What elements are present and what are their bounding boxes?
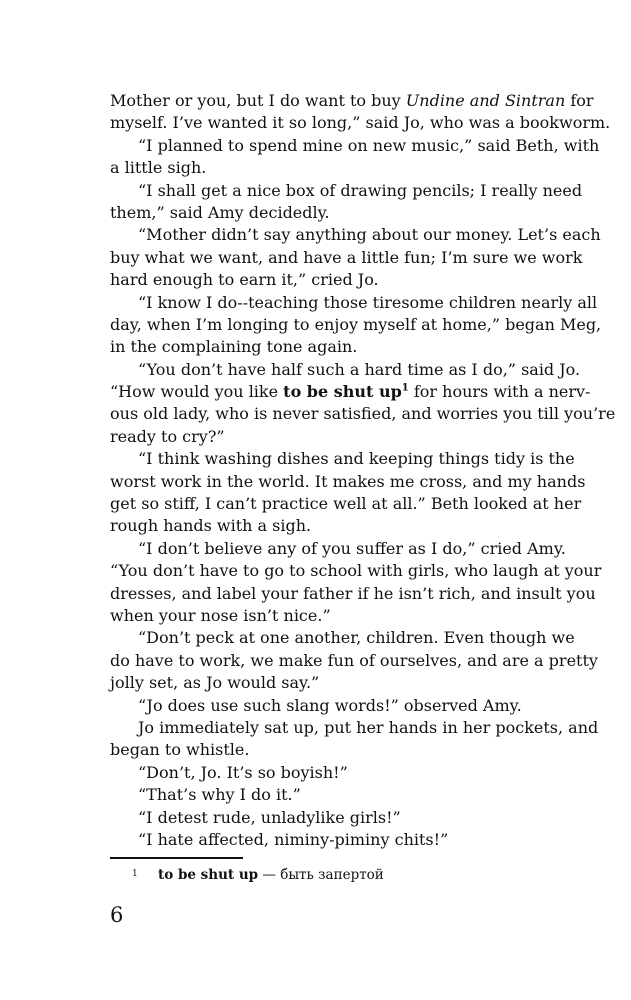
text-line <box>110 627 575 649</box>
text-run: myself. I’ve wanted it so long,” said Jo, who was a bookworm. <box>110 113 611 133</box>
text-line <box>110 157 547 179</box>
text-run: in the complaining tone again. <box>110 337 358 357</box>
text-run: worst work in the world. It makes me cross, and my hands <box>110 471 586 491</box>
footnote-rule <box>110 857 243 859</box>
text-line <box>110 829 547 851</box>
text-run: “Mother didn’t say anything about our money. Let’s each <box>138 225 601 245</box>
text-line <box>110 247 583 269</box>
text-run: dresses, and label your father if he isn’t rich, and insult you <box>110 583 596 603</box>
text-line <box>110 672 547 694</box>
text-run: “You don’t have to go to school with girls, who laugh at your <box>110 561 602 581</box>
text-run: Mother or you, but I do want to buy <box>110 91 406 110</box>
text-line <box>110 448 575 470</box>
text-run: for <box>565 91 594 110</box>
text-run: hard enough to earn it,” cried Jo. <box>110 270 379 290</box>
page-number: 6 <box>110 903 124 927</box>
text-line <box>110 784 547 806</box>
text-run: “Don’t peck at one another, children. Even though we <box>138 628 575 648</box>
text-line <box>110 583 596 605</box>
footnote-dash: — <box>258 867 281 883</box>
text-run: rough hands with a sigh. <box>110 516 312 536</box>
text-line <box>110 493 582 515</box>
text-run: Jo immediately sat up, put her hands in her pockets, and <box>138 717 599 737</box>
text-run: “I shall get a nice box of drawing pencils; I really need <box>138 180 583 200</box>
text-run: “I planned to spend mine on new music,” said Beth, with <box>138 135 600 155</box>
text-line <box>110 695 547 717</box>
text-line <box>110 515 547 537</box>
text-line <box>110 336 547 358</box>
text-run: a little sigh. <box>110 158 207 178</box>
footnote-translation: быть запертой <box>280 867 384 883</box>
text-run: ous old lady, who is never satisfied, and worries you till you’re <box>110 404 616 424</box>
text-run: “I think washing dishes and keeping things tidy is the <box>138 449 575 469</box>
text-run: “I don’t believe any of you suffer as I do,” cried Amy. <box>138 538 566 558</box>
text-line <box>110 359 581 381</box>
text-line <box>110 426 547 448</box>
text-line <box>110 403 616 425</box>
text-run: jolly set, as Jo would say.” <box>110 673 320 693</box>
text-line <box>110 90 594 112</box>
text-run: “That’s why I do it.” <box>138 785 301 805</box>
text-run: “Jo does use such slang words!” observed Amy. <box>138 695 522 715</box>
text-run: began to whistle. <box>110 740 250 760</box>
text-line <box>110 762 547 784</box>
bold-phrase: to be shut up <box>283 382 402 402</box>
text-line <box>110 269 547 291</box>
text-line <box>110 605 547 627</box>
text-run: buy what we want, and have a little fun; I’m sure we work <box>110 247 583 267</box>
footnote-ref: 1 <box>401 382 409 394</box>
text-line <box>110 650 598 672</box>
text-line <box>110 739 547 761</box>
text-run: day, when I’m longing to enjoy myself at home,” began Meg, <box>110 314 602 334</box>
text-run: for hours with a nerv- <box>408 382 591 402</box>
footnote-number: 1 <box>132 869 138 879</box>
text-run: “Don’t, Jo. It’s so boyish!” <box>138 762 348 782</box>
text-run: “I know I do--teaching those tiresome children nearly all <box>138 292 598 312</box>
text-run: do have to work, we make fun of ourselves, and are a pretty <box>110 650 598 670</box>
text-line <box>110 807 547 829</box>
text-line <box>110 292 598 314</box>
italic-title: Undine and Sintran <box>405 91 566 110</box>
text-line <box>110 180 583 202</box>
text-line <box>110 560 602 582</box>
text-run: “I hate affected, niminy-piminy chits!” <box>138 829 449 849</box>
text-run: “I detest rude, unladylike girls!” <box>138 807 401 827</box>
text-run: get so stiff, I can’t practice well at all.” Beth looked at her <box>110 494 582 514</box>
text-line <box>110 202 547 224</box>
body-text <box>110 90 616 851</box>
text-line <box>110 112 611 134</box>
text-run: them,” said Amy decidedly. <box>110 202 330 222</box>
text-run: “You don’t have half such a hard time as I do,” said Jo. <box>138 359 581 379</box>
text-line <box>110 314 602 336</box>
text-line <box>110 471 586 493</box>
text-line <box>110 538 566 560</box>
text-line <box>110 717 599 739</box>
text-line <box>110 381 591 403</box>
text-run: when your nose isn’t nice.” <box>110 605 331 625</box>
text-run: “How would you like <box>110 382 284 402</box>
footnote-term: to be shut up <box>158 867 259 883</box>
text-line <box>110 224 601 246</box>
footnote <box>110 866 550 884</box>
text-run: ready to cry?” <box>110 426 225 446</box>
text-line <box>110 135 600 157</box>
